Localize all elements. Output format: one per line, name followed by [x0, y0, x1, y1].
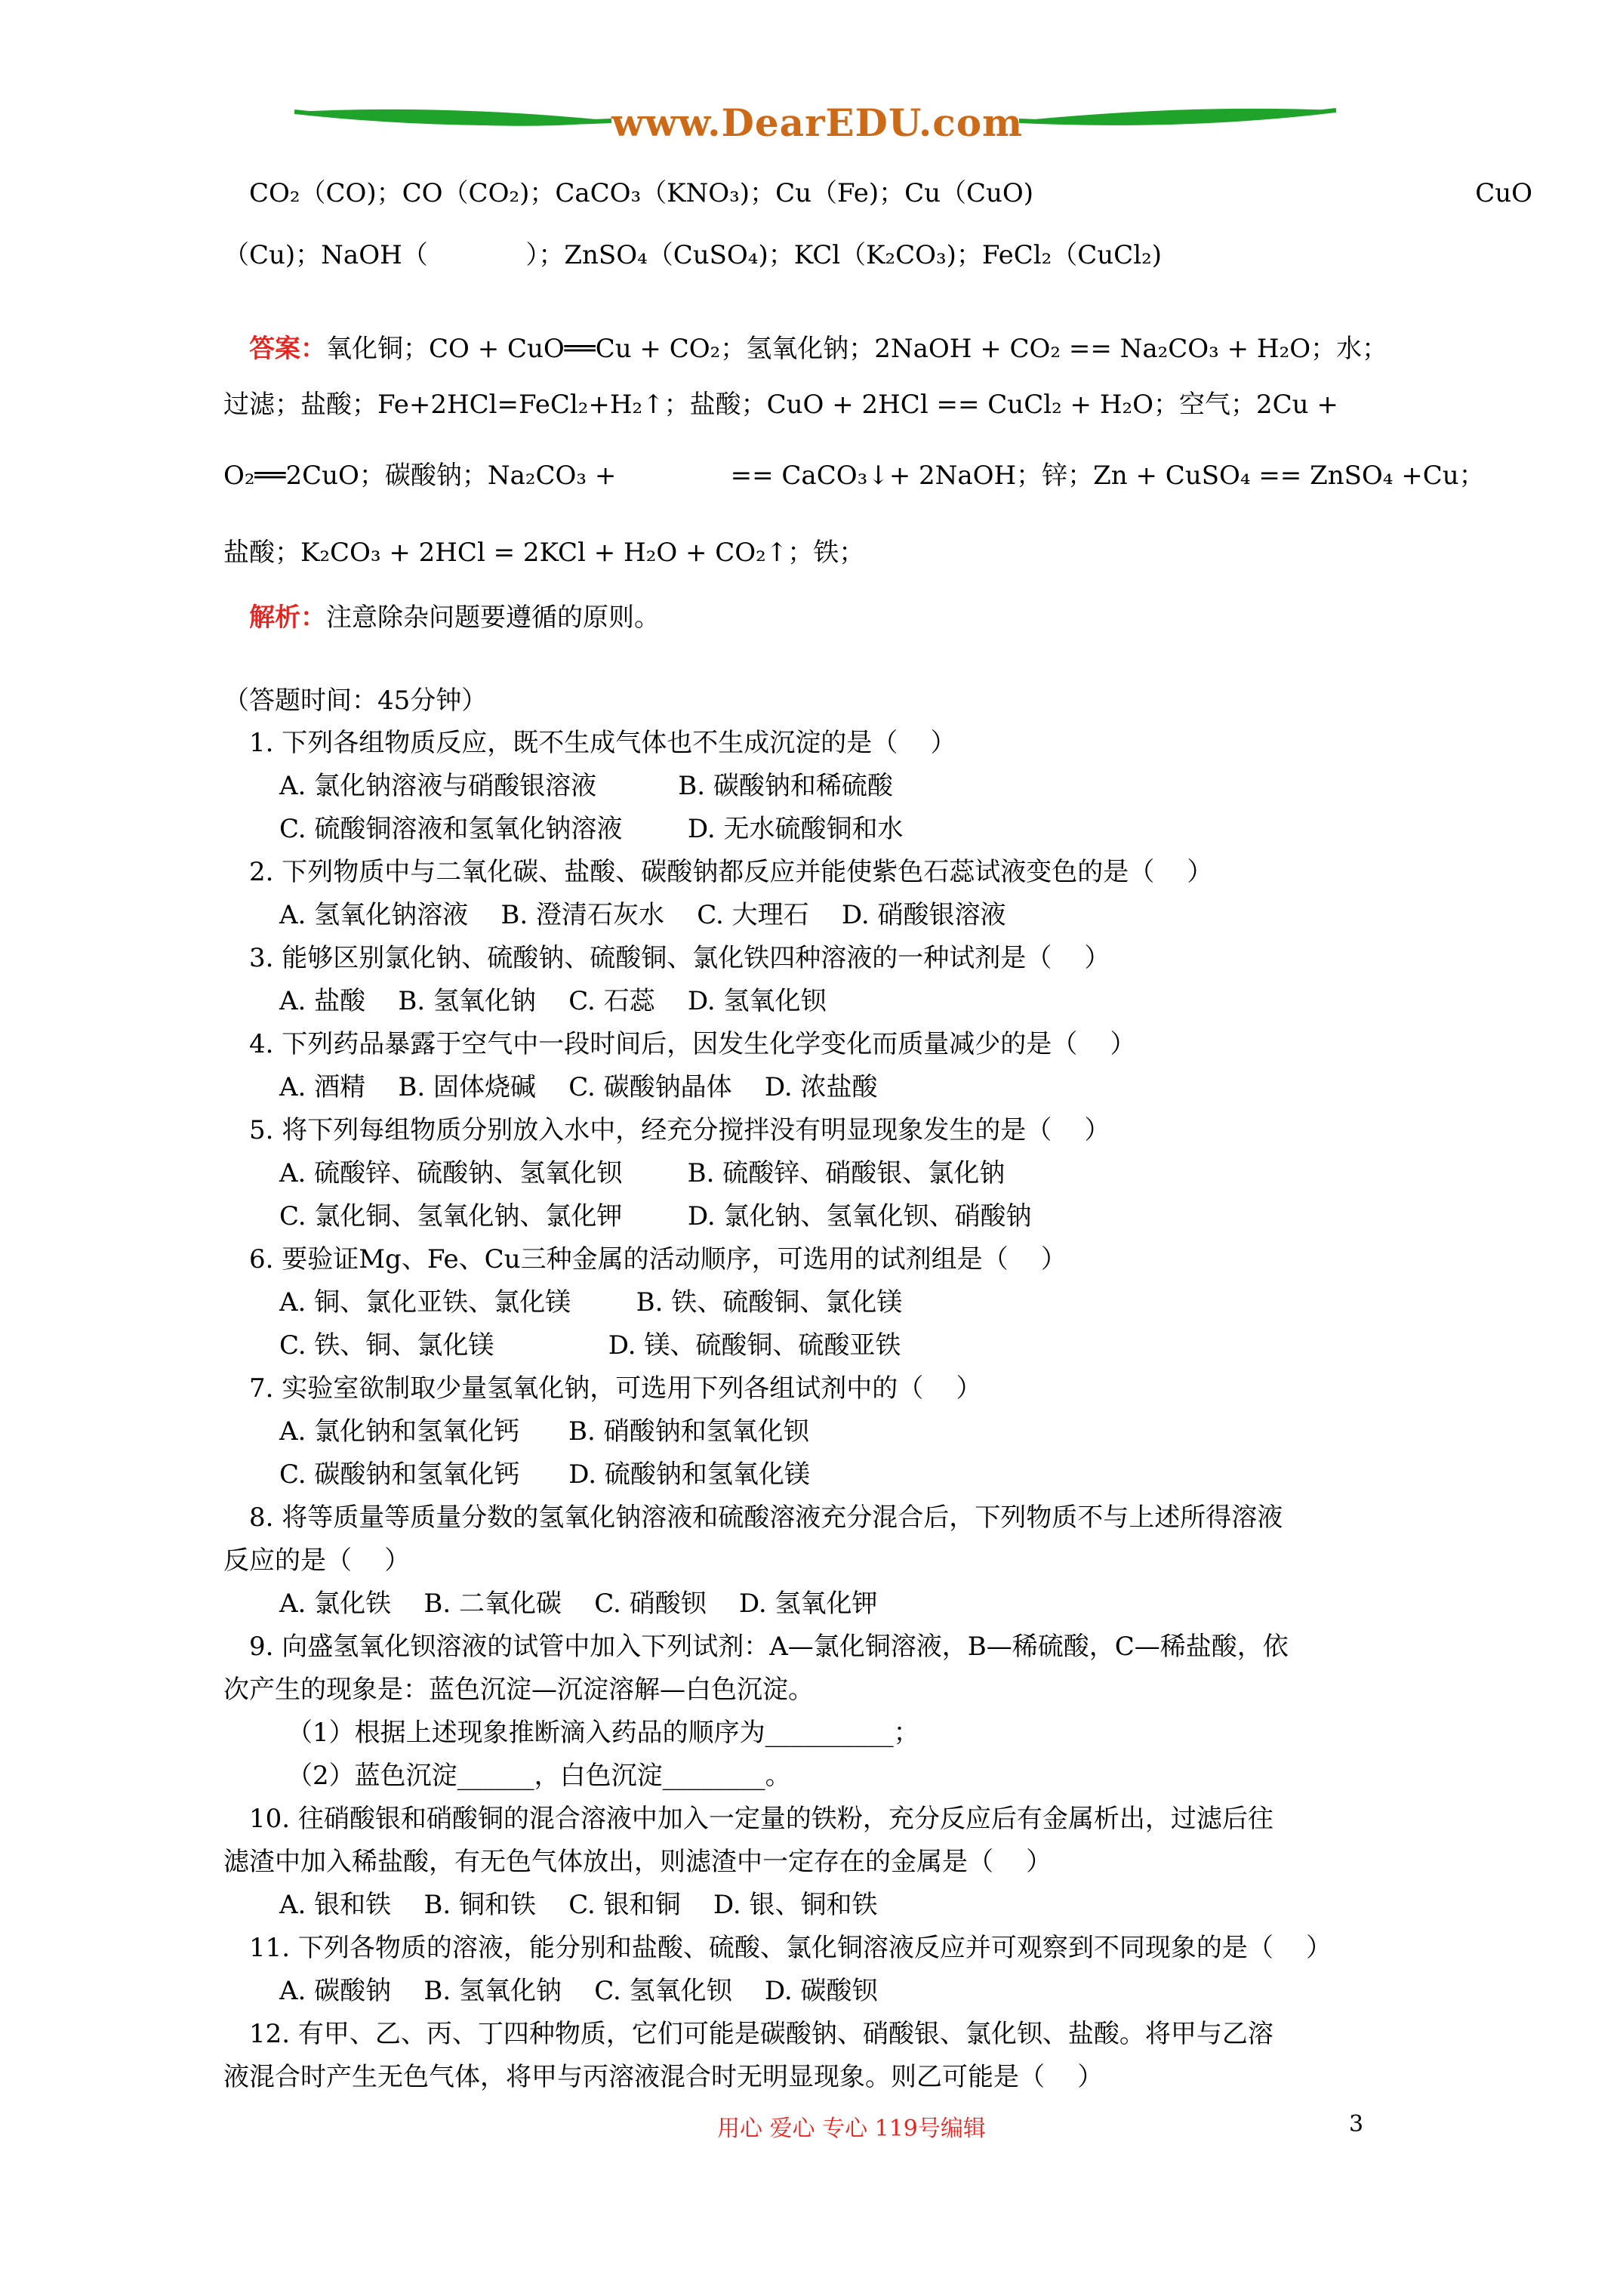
answer-line-2: 过滤；盐酸；Fe+2HCl=FeCl₂+H₂↑；盐酸；CuO + 2HCl == CuCl₂ + H₂O；空气；2Cu + — [223, 390, 1338, 420]
question-11-options: A. 碳酸钠 B. 氢氧化钠 C. 氢氧化钡 D. 碳酸钡 — [279, 1976, 878, 2006]
question-3-options: A. 盐酸 B. 氢氧化钠 C. 石蕊 D. 氢氧化钡 — [279, 986, 827, 1016]
answer-line-4: 盐酸；K₂CO₃ + 2HCl = 2KCl + H₂O + CO₂↑；铁； — [223, 538, 865, 568]
question-4: 4. 下列药品暴露于空气中一段时间后，因发生化学变化而质量减少的是（ ） — [249, 1029, 1136, 1059]
question-5-options-ab: A. 硫酸锌、硫酸钠、氢氧化钡 B. 硫酸锌、硝酸银、氯化钠 — [279, 1158, 1006, 1188]
question-4-options: A. 酒精 B. 固体烧碱 C. 碳酸钠晶体 D. 浓盐酸 — [279, 1072, 878, 1102]
question-5-options-cd: C. 氯化铜、氢氧化钠、氯化钾 D. 氯化钠、氢氧化钡、硝酸钠 — [279, 1201, 1032, 1231]
review-right-text: CuO — [1475, 178, 1532, 208]
question-2: 2. 下列物质中与二氧化碳、盐酸、碳酸钠都反应并能使紫色石蕊试液变色的是（ ） — [249, 857, 1213, 887]
question-10: 10. 往硝酸银和硝酸铜的混合溶液中加入一定量的铁粉，充分反应后有金属析出，过滤后往 — [249, 1804, 1273, 1834]
question-7: 7. 实验室欲制取少量氢氧化钠，可选用下列各组试剂中的（ ） — [249, 1373, 982, 1404]
answer-line-3: O₂══2CuO；碳酸钠；Na₂CO₃ + == CaCO₃↓+ 2NaOH；锌；Zn + CuSO₄ == ZnSO₄ +Cu； — [223, 461, 1485, 491]
question-2-options: A. 氢氧化钠溶液 B. 澄清石灰水 C. 大理石 D. 硝酸银溶液 — [279, 900, 1006, 930]
question-1-options-cd: C. 硫酸铜溶液和氢氧化钠溶液 D. 无水硫酸铜和水 — [279, 814, 904, 844]
question-5: 5. 将下列每组物质分别放入水中，经充分搅拌没有明显现象发生的是（ ） — [249, 1115, 1110, 1145]
question-11: 11. 下列各物质的溶液，能分别和盐酸、硫酸、氯化铜溶液反应并可观察到不同现象的是（ ） — [249, 1933, 1332, 1963]
question-6: 6. 要验证Mg、Fe、Cu三种金属的活动顺序，可选用的试剂组是（ ） — [249, 1244, 1067, 1274]
review-line-2: （Cu)；NaOH（ ）；ZnSO₄（CuSO₄)；KCl（K₂CO₃)；FeCl₂（CuCl₂) — [223, 240, 1162, 270]
question-12-continued: 液混合时产生无色气体，将甲与丙溶液混合时无明显现象。则乙可能是（ ） — [223, 2062, 1104, 2092]
question-6-options-ab: A. 铜、氯化亚铁、氯化镁 B. 铁、硫酸铜、氯化镁 — [279, 1287, 903, 1318]
review-line-1: CO₂（CO)；CO（CO₂)；CaCO₃（KNO₃)；Cu（Fe)；Cu（CuO) — [249, 178, 1034, 208]
question-8-options: A. 氯化铁 B. 二氧化碳 C. 硝酸钡 D. 氢氧化钾 — [279, 1589, 878, 1619]
time-note: （答题时间：45分钟） — [223, 686, 488, 716]
question-9: 9. 向盛氢氧化钡溶液的试管中加入下列试剂：A—氯化铜溶液，B—稀硫酸，C—稀盐酸，依 — [249, 1632, 1289, 1662]
question-9-part-1: （1）根据上述现象推断滴入药品的顺序为__________； — [287, 1718, 919, 1748]
question-1: 1. 下列各组物质反应，既不生成气体也不生成沉淀的是（ ） — [249, 728, 956, 758]
footer-text: 用心 爱心 专心 119号编辑 — [717, 2116, 986, 2142]
question-1-options-ab: A. 氯化钠溶液与硝酸银溶液 B. 碳酸钠和稀硫酸 — [279, 771, 893, 801]
site-logo-text: www.DearEDU.com — [611, 100, 1024, 145]
answer-label: 答案： — [249, 334, 326, 364]
page-number: 3 — [1349, 2111, 1364, 2137]
question-8: 8. 将等质量等质量分数的氢氧化钠溶液和硫酸溶液充分混合后，下列物质不与上述所得溶液 — [249, 1502, 1283, 1533]
answer-line-1: 答案：氧化铜；CO + CuO══Cu + CO₂；氢氧化钠；2NaOH + CO₂ == Na₂CO₃ + H₂O；水； — [249, 334, 1388, 364]
question-9-part-2: （2）蓝色沉淀______，白色沉淀________。 — [287, 1761, 791, 1791]
question-6-options-cd: C. 铁、铜、氯化镁 D. 镁、硫酸铜、硫酸亚铁 — [279, 1330, 901, 1361]
question-10-options: A. 银和铁 B. 铜和铁 C. 银和铜 D. 银、铜和铁 — [279, 1890, 878, 1920]
question-7-options-ab: A. 氯化钠和氢氧化钙 B. 硝酸钠和氢氧化钡 — [279, 1416, 809, 1447]
question-10-continued: 滤渣中加入稀盐酸，有无色气体放出，则滤渣中一定存在的金属是（ ） — [223, 1847, 1052, 1877]
question-7-options-cd: C. 碳酸钠和氢氧化钙 D. 硫酸钠和氢氧化镁 — [279, 1459, 810, 1490]
question-9-continued: 次产生的现象是：蓝色沉淀—沉淀溶解—白色沉淀。 — [223, 1675, 814, 1705]
question-8-continued: 反应的是（ ） — [223, 1546, 411, 1576]
analysis-label: 解析： — [249, 603, 326, 633]
question-12: 12. 有甲、乙、丙、丁四种物质，它们可能是碳酸钠、硝酸银、氯化钡、盐酸。将甲与乙溶 — [249, 2019, 1273, 2049]
question-3: 3. 能够区别氯化钠、硫酸钠、硫酸铜、氯化铁四种溶液的一种试剂是（ ） — [249, 943, 1110, 973]
analysis-line: 解析：注意除杂问题要遵循的原则。 — [249, 603, 660, 633]
